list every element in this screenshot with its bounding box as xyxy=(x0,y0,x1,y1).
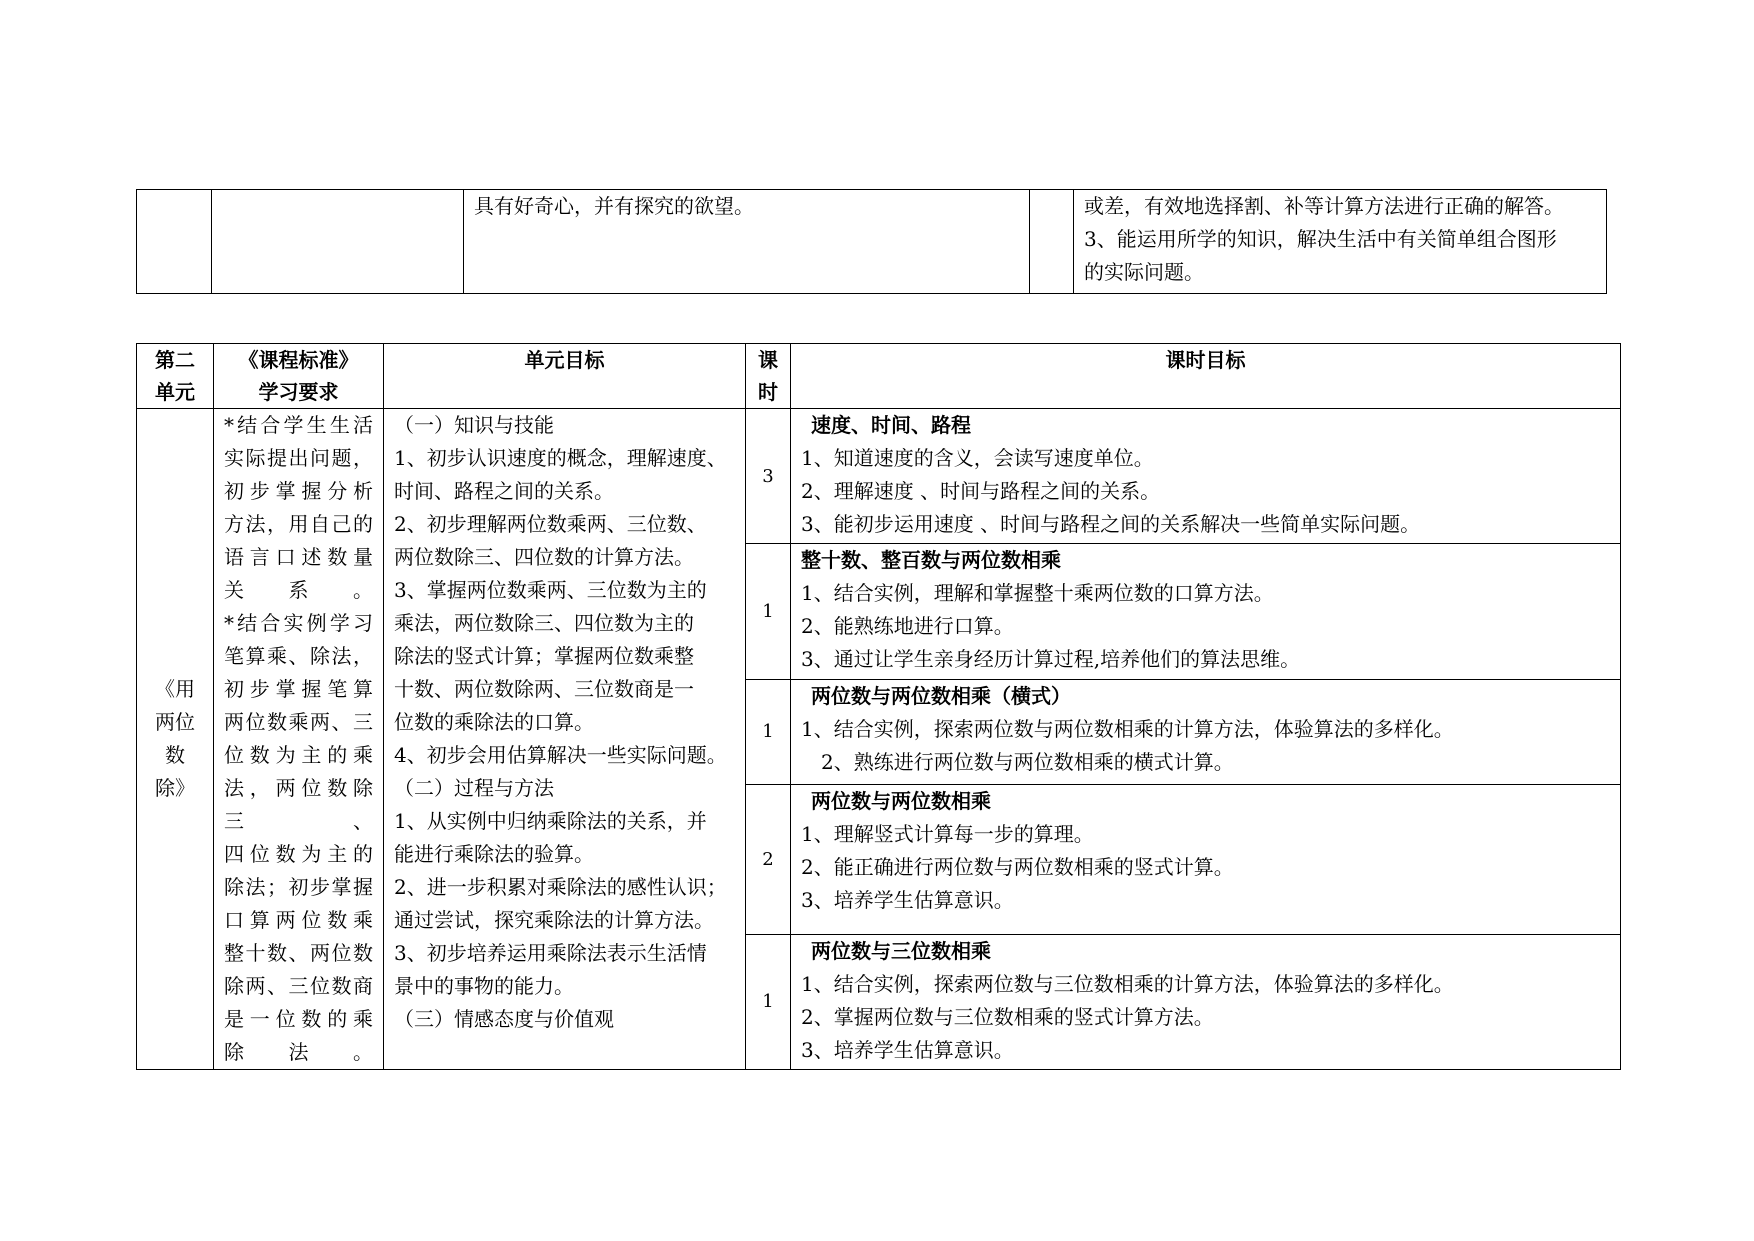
lesson-goals: 两位数与两位数相乘 1、理解竖式计算每一步的算理。 2、能正确进行两位数与两位数相乘的竖式计算。 3、培养学生估算意识。 xyxy=(791,784,1621,934)
header-lesson-goal: 课时目标 xyxy=(791,344,1621,409)
continuation-table xyxy=(136,189,1607,294)
header-hours: 课 时 xyxy=(746,344,791,409)
requirements-cell: *结合学生生活 实际提出问题， 初步掌握分析 方法，用自己的 语言口述数量 关系。 *结合实例学习 笔算乘、除法， 初步掌握笔算 两位数乘两、三 位数为主的乘 法，两位数除三、 四位数为主的 除法；初步掌握 口算两位数乘 整十数、两位数 除两、三位数商 是一位数的乘 除法。 xyxy=(214,409,384,1070)
cell-goal-continued: 具有好奇心，并有探究的欲望。 xyxy=(464,190,1030,294)
cell-empty-4 xyxy=(1030,190,1074,294)
cell-lesson-continued: 或差，有效地选择割、补等计算方法进行正确的解答。 3、能运用所学的知识，解决生活中有关简单组合图形 的实际问题。 xyxy=(1074,190,1607,294)
lesson-title: 两位数与三位数相乘 xyxy=(811,938,991,963)
unit-goals-cell: （一）知识与技能 1、初步认识速度的概念，理解速度、 时间、路程之间的关系。 2、初步理解两位数乘两、三位数、 两位数除三、四位数的计算方法。 3、掌握两位数乘两、三位数为主的 乘法，两位数除三、四位数为主的 除法的竖式计算；掌握两位数乘整 十数、两位数除两、三位数商是一 位数的乘除法的口算。 4、初步会用估算解决一些实际问题。 （二）过程与方法 1、从实例中归纳乘除法的关系，并 能进行乘除法的验算。 2、进一步积累对乘除法的感性认识； 通过尝试，探究乘除法的计算方法。 3、初步培养运用乘除法表示生活情 景中的事物的能力。 （三）情感态度与价值观 xyxy=(384,409,746,1070)
cell-empty-2 xyxy=(212,190,464,294)
lesson-hours: 1 xyxy=(746,934,791,1070)
lesson-hours: 3 xyxy=(746,409,791,544)
cell-empty-1 xyxy=(137,190,212,294)
header-unit: 第二 单元 xyxy=(137,344,214,409)
header-standard: 《课程标准》 学习要求 xyxy=(214,344,384,409)
header-unit-goal: 单元目标 xyxy=(384,344,746,409)
lesson-goals: 两位数与三位数相乘 1、结合实例，探索两位数与三位数相乘的计算方法，体验算法的多样化。 2、掌握两位数与三位数相乘的竖式计算方法。 3、培养学生估算意识。 xyxy=(791,934,1621,1070)
unit-plan-table xyxy=(136,343,1621,1070)
lesson-title: 速度、时间、路程 xyxy=(811,413,971,437)
unit-name-cell: 《用 两位 数 除》 xyxy=(137,409,214,1070)
header-row xyxy=(137,344,1621,409)
lesson-goals: 速度、时间、路程 1、知道速度的含义，会读写速度单位。 2、理解速度 、时间与路程之间的关系。 3、能初步运用速度 、时间与路程之间的关系解决一些简单实际问题。 xyxy=(791,409,1621,544)
lesson-title: 两位数与两位数相乘 xyxy=(811,788,991,813)
lesson-row xyxy=(137,409,1621,544)
lesson-goals: 整十数、整百数与两位数相乘 1、结合实例，理解和掌握整十乘两位数的口算方法。 2、能熟练地进行口算。 3、通过让学生亲身经历计算过程,培养他们的算法思维。 xyxy=(791,544,1621,679)
lesson-hours: 1 xyxy=(746,679,791,784)
lesson-hours: 2 xyxy=(746,784,791,934)
lesson-goals: 两位数与两位数相乘（横式） 1、结合实例，探索两位数与两位数相乘的计算方法，体验算法的多样化。 2、熟练进行两位数与两位数相乘的横式计算。 xyxy=(791,679,1621,784)
lesson-title: 两位数与两位数相乘（横式） xyxy=(811,683,1071,708)
lesson-hours: 1 xyxy=(746,544,791,679)
lesson-title: 整十数、整百数与两位数相乘 xyxy=(801,548,1061,573)
